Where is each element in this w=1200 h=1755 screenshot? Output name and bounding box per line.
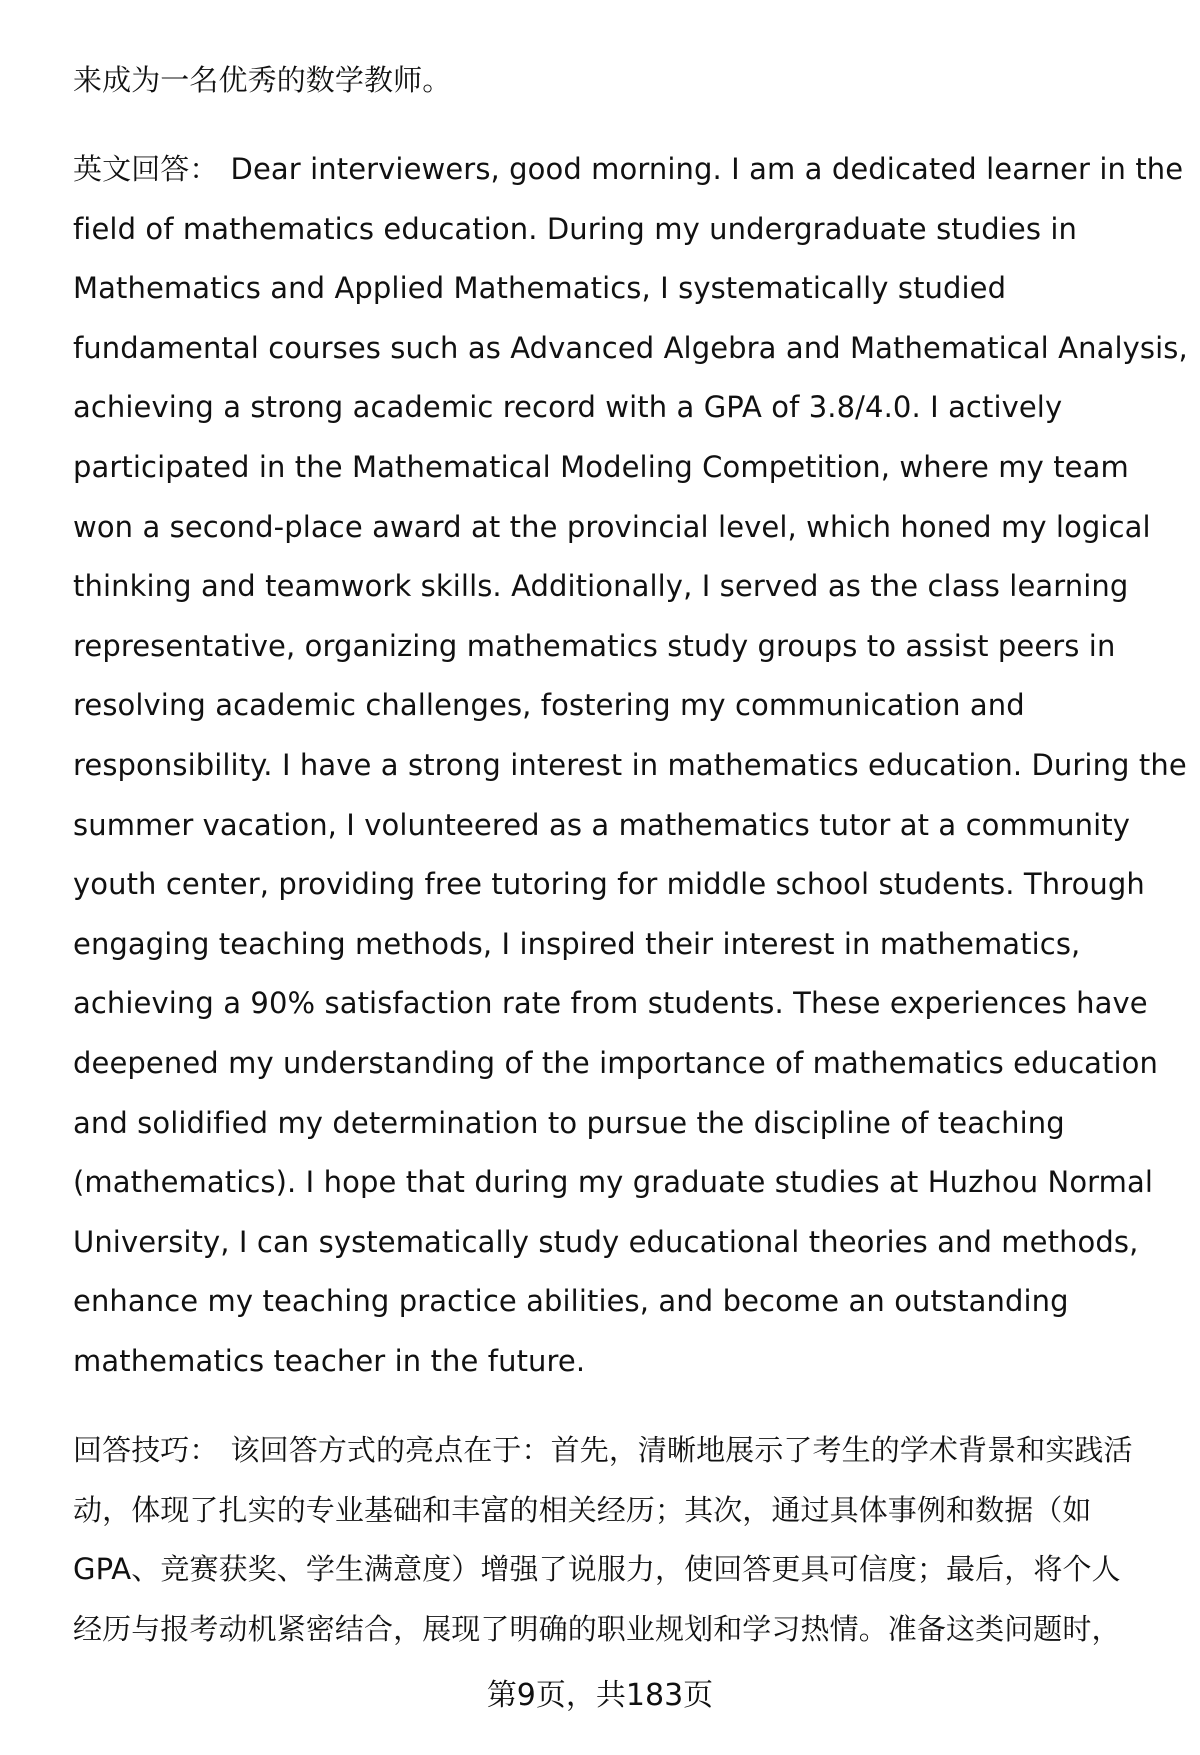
tips-line: 经历与报考动机紧密结合，展现了明确的职业规划和学习热情。准备这类问题时， (73, 1611, 1121, 1646)
english-answer-line: resolving academic challenges, fostering my communication and (73, 688, 1025, 723)
english-answer-line: mathematics teacher in the future. (73, 1344, 586, 1378)
english-answer-line: youth center, providing free tutoring for middle school students. Through (73, 867, 1145, 902)
english-answer-line: won a second-place award at the provincial level, which honed my logical (73, 509, 1151, 544)
english-answer-line: and solidified my determination to pursue the discipline of teaching (73, 1105, 1065, 1140)
tips-line: 动，体现了扎实的专业基础和丰富的相关经历；其次，通过具体事例和数据（如 (73, 1492, 1092, 1527)
page-number: 第9页，共183页 (486, 1678, 714, 1713)
english-answer-line: achieving a 90% satisfaction rate from students. These experiences have (73, 986, 1148, 1021)
english-answer-line: enhance my teaching practice abilities, and become an outstanding (73, 1284, 1069, 1319)
english-answer-line: representative, organizing mathematics study groups to assist peers in (73, 628, 1116, 663)
english-answer-line: (mathematics). I hope that during my graduate studies at Huzhou Normal (73, 1165, 1154, 1200)
tips-text: 该回答方式的亮点在于：首先，清晰地展示了考生的学术背景和实践活 (230, 1433, 1133, 1467)
english-answer-line: responsibility. I have a strong interest in mathematics education. During the (73, 748, 1187, 782)
english-answer-line: fundamental courses such as Advanced Algebra and Mathematical Analysis, (73, 330, 1188, 365)
intro-tail-text: 来成为一名优秀的数学教师。 (73, 63, 452, 97)
tips-line: GPA、竞赛获奖、学生满意度）增强了说服力，使回答更具可信度；最后，将个人 (73, 1552, 1121, 1587)
english-answer-line: field of mathematics education. During my undergraduate studies in (73, 211, 1077, 246)
english-answer-line-1 (73, 149, 1183, 189)
tips-line-1 (73, 1430, 1133, 1470)
english-answer-line: thinking and teamwork skills. Additionally, I served as the class learning (73, 569, 1129, 604)
english-answer-line: deepened my understanding of the importance of mathematics education (73, 1046, 1158, 1080)
english-answer-line: summer vacation, I volunteered as a mathematics tutor at a community (73, 807, 1131, 842)
english-answer-line: participated in the Mathematical Modeling Competition, where my team (73, 450, 1129, 484)
english-answer-label: 英文回答： (73, 152, 219, 186)
english-answer-line: Mathematics and Applied Mathematics, I systematically studied (73, 271, 1007, 306)
english-answer-line: University, I can systematically study educational theories and methods, (73, 1224, 1139, 1259)
english-answer-text: Dear interviewers, good morning. I am a dedicated learner in the (230, 152, 1184, 186)
english-answer-line: engaging teaching methods, I inspired their interest in mathematics, (73, 926, 1081, 961)
tips-label: 回答技巧： (73, 1433, 219, 1467)
english-answer-line: achieving a strong academic record with a GPA of 3.8/4.0. I actively (73, 390, 1063, 425)
